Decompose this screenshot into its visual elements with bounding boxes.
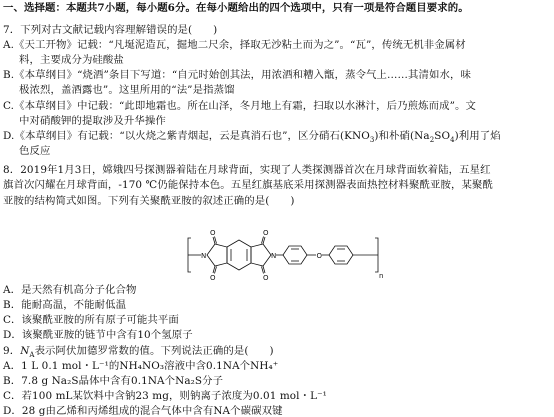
q7-option-b-line1: B.《本草纲目》“烧酒”条目下写道：“自元时始创其法，用浓酒和糟入甑，蒸令气上……其清如水，味 xyxy=(3,69,471,81)
q8-stem-line3: 亚胺的结构简式如图。下列有关聚酰亚胺的叙述正确的是( ) xyxy=(3,195,295,207)
q9-option-b: B．7.8 g Na₂S晶体中含有0.1NA个Na₂S分子 xyxy=(3,375,224,387)
polyimide-structure-svg xyxy=(183,228,383,282)
struct-atom-o3: O xyxy=(263,229,269,237)
struct-atom-o2: O xyxy=(210,274,216,282)
struct-atom-o1: O xyxy=(210,229,216,237)
q7-option-a-line1: A.《天工开物》记载：“凡埏泥造瓦，掘地二尺余，择取无沙粘土而为之”。“瓦”，传统无机非金属材 xyxy=(3,39,466,51)
polyimide-structure-diagram xyxy=(183,228,383,282)
struct-atom-n2: N xyxy=(271,252,277,260)
section-header: 一、选择题：本题共7小题，每小题6分。在每小题给出的四个选项中，只有一项是符合题目要求的。 xyxy=(3,2,469,14)
q7-option-a-line2: 料，主要成分为硅酸盐 xyxy=(19,54,124,66)
q7-option-b-line2: 极浓烈，盖酒露也”。这里所用的“法”是指蒸馏 xyxy=(19,84,235,96)
q8-stem-line1: 8．2019年1月3日，嫦娥四号探测器着陆在月球背面，实现了人类探测器首次在月球背面软着陆，五星红 xyxy=(3,164,491,176)
q8-option-c: C．该聚酰亚胺的所有原子可能共平面 xyxy=(3,314,179,326)
q8-option-d: D．该聚酰亚胺的链节中含有10个氢原子 xyxy=(3,329,193,341)
struct-atom-o4: O xyxy=(263,274,269,282)
q7-option-c-line1: C.《本草纲目》中记载：“此即地霜也。所在山泽，冬月地上有霜，扫取以水淋汁，后乃煎炼而成”。文 xyxy=(3,100,476,112)
q8-stem-line2: 旗首次闪耀在月球背面，-170 ℃仍能保持本色。五星红旗基底采用探测器表面热控材料聚酰亚胺，某聚酰 xyxy=(3,179,493,191)
q7-option-d-line2: 色反应 xyxy=(19,145,51,157)
q9-option-a: A．1 L 0.1 mol・L⁻¹的NH₄NO₃溶液中含0.1NA个NH₄⁺ xyxy=(3,360,279,372)
struct-atom-o-ether: O xyxy=(316,252,323,260)
q9-option-d: D．28 g由乙烯和丙烯组成的混合气体中含有NA个碳碳双键 xyxy=(3,405,283,417)
q7-stem: 7．下列对古文献记载内容理解错误的是( ) xyxy=(3,24,218,36)
q8-option-a: A．是天然有机高分子化合物 xyxy=(3,284,137,296)
q7-option-d-line1: D.《本草纲目》有记载：“以火烧之紫青烟起，云是真消石也”，区分硝石$(KNO_3)$和朴硝$(Na_2SO_4)$利用了焰 xyxy=(3,130,501,145)
q8-option-b: B．能耐高温，不能耐低温 xyxy=(3,299,127,311)
q9-option-c: C．若100 mL某饮料中含钠23 mg，则钠离子浓度为0.01 mol・L⁻¹ xyxy=(3,390,327,402)
struct-repeat-n: n xyxy=(379,272,383,280)
struct-atom-n1: N xyxy=(201,252,207,260)
q9-stem: 9．$N_A$表示阿伏加德罗常数的值。下列说法正确的是( ) xyxy=(3,345,274,360)
q7-option-c-line2: 中对硝酸钾的提取涉及升华操作 xyxy=(19,115,166,127)
